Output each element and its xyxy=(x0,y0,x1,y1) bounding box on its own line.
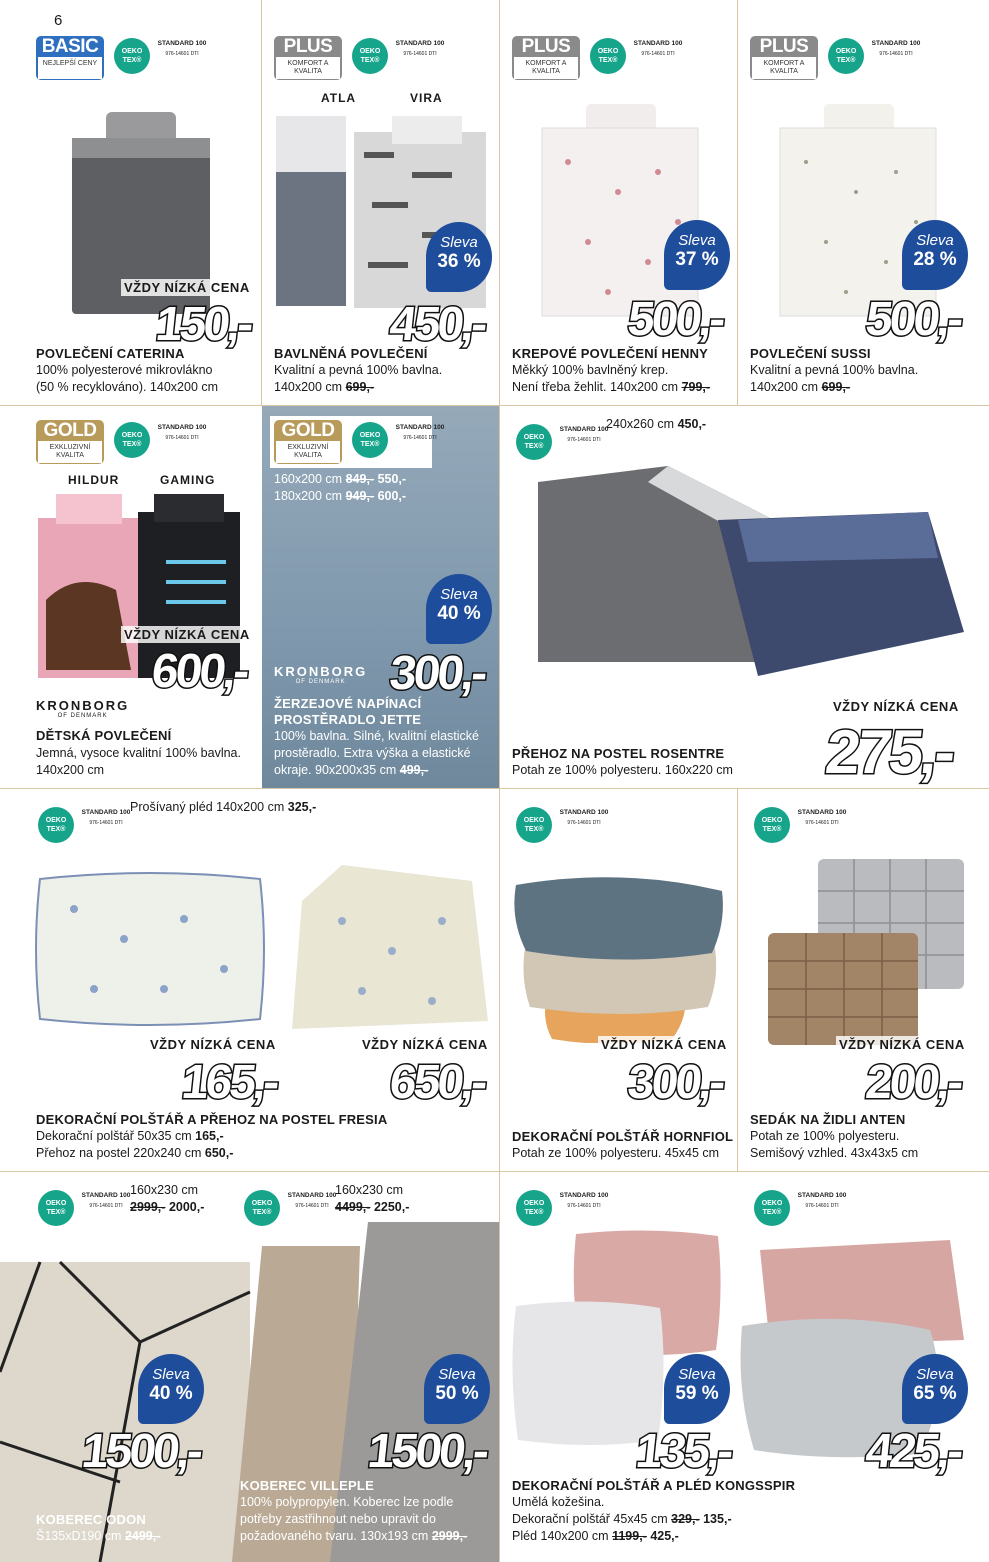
variant-label: HILDUR xyxy=(68,473,120,487)
plus-badge: PLUS KOMFORT A KVALITA xyxy=(512,36,580,80)
product-atla-vira[interactable] xyxy=(262,0,499,405)
oeko-tex-icon: OEKO TEX® STANDARD 100 976-14601 DTI xyxy=(114,422,218,462)
oeko-tex-icon: OEKO TEX® STANDARD 100 976-14601 DTI xyxy=(754,1190,858,1230)
oeko-tex-icon: OEKO TEX® STANDARD 100 976-14601 DTI xyxy=(590,38,694,78)
low-price-label: VŽDY NÍZKÁ CENA xyxy=(830,698,962,715)
plus-badge: PLUS KOMFORT A KVALITA xyxy=(750,36,818,80)
price: 135,- xyxy=(633,1425,734,1478)
product-fresia[interactable] xyxy=(0,789,499,1171)
product-title: KOBEREC ODON xyxy=(36,1512,147,1527)
product-description: Dekorační polštář 45x45 cm 329,- 135,- xyxy=(512,1512,732,1526)
oeko-tex-icon: OEKO TEX® STANDARD 100 976-14601 DTI xyxy=(244,1190,348,1230)
product-description: 100% bavlna. Silné, kvalitní elastické xyxy=(274,729,479,743)
price: 275,- xyxy=(822,718,957,787)
low-price-label: VŽDY NÍZKÁ CENA xyxy=(836,1036,968,1053)
product-title: PŘEHOZ NA POSTEL ROSENTRE xyxy=(512,746,725,761)
product-description: 140x200 cm 699,- xyxy=(750,380,851,394)
product-henny[interactable] xyxy=(500,0,737,405)
size-price: 2999,- 2000,- xyxy=(130,1200,205,1214)
product-title: POVLEČENÍ SUSSI xyxy=(750,346,871,361)
kronborg-logo: KRONBORG OF DENMARK xyxy=(274,664,368,685)
price: 165,- xyxy=(179,1056,280,1109)
product-anten[interactable] xyxy=(738,789,989,1171)
page-number: 6 xyxy=(54,12,63,29)
product-description: Není třeba žehlit. 140x200 cm 799,- xyxy=(512,380,711,394)
product-title: PROSTĚRADLO JETTE xyxy=(274,712,422,727)
product-description: Pléd 140x200 cm 1199,- 425,- xyxy=(512,1529,679,1543)
bedspread-image xyxy=(282,861,492,1031)
discount-badge: Sleva 36 % xyxy=(426,222,492,292)
oeko-tex-icon: OEKO TEX® STANDARD 100 976-14601 DTI xyxy=(38,1190,142,1230)
size-price: 160x200 cm 849,- 550,- xyxy=(274,472,407,486)
price: 500,- xyxy=(863,293,964,346)
price: 450,- xyxy=(387,298,488,351)
product-description: Měkký 100% bavlněný krep. xyxy=(512,363,669,377)
product-description: 100% polypropylen. Koberec lze podle xyxy=(240,1495,454,1509)
product-description: Potah ze 100% polyesteru. 45x45 cm xyxy=(512,1146,720,1160)
oeko-tex-icon: OEKO TEX® STANDARD 100 976-14601 DTI xyxy=(828,38,932,78)
product-description: okraje. 90x200x35 cm 499,- xyxy=(274,763,429,777)
pillow-image xyxy=(34,869,266,1029)
price: 1500,- xyxy=(365,1425,489,1478)
size-price: 180x200 cm 949,- 600,- xyxy=(274,489,407,503)
low-price-label: VŽDY NÍZKÁ CENA xyxy=(121,626,253,643)
seat-pad-image xyxy=(758,847,970,1047)
price: 300,- xyxy=(387,647,488,700)
low-price-label: VŽDY NÍZKÁ CENA xyxy=(598,1036,730,1053)
product-description: Kvalitní a pevná 100% bavlna. xyxy=(274,363,443,377)
product-title: KREPOVÉ POVLEČENÍ HENNY xyxy=(512,346,709,361)
product-description: (50 % recyklováno). 140x200 cm xyxy=(36,380,219,394)
product-title: ŽERZEJOVÉ NAPÍNACÍ xyxy=(274,696,422,711)
discount-badge: Sleva 37 % xyxy=(664,220,730,290)
oeko-tex-icon: OEKO TEX® STANDARD 100 976-14601 DTI xyxy=(516,424,620,464)
product-description: 140x200 cm xyxy=(36,763,105,777)
product-rugs[interactable] xyxy=(0,1172,499,1562)
oeko-tex-icon: OEKO TEX® STANDARD 100 976-14601 DTI xyxy=(352,38,456,78)
product-description: prostěradlo. Extra výška a elastické xyxy=(274,746,471,760)
variant-label: GAMING xyxy=(160,473,216,487)
product-description: potřeby zastřihnout nebo upravit do xyxy=(240,1512,436,1526)
product-description: Kvalitní a pevná 100% bavlna. xyxy=(750,363,919,377)
size-price: Prošívaný pléd 140x200 cm 325,- xyxy=(130,800,317,814)
product-description: požadovaného tvaru. 130x193 cm 2999,- xyxy=(240,1529,468,1543)
product-description: Jemná, vysoce kvalitní 100% bavlna. xyxy=(36,746,241,760)
product-description: Potah ze 100% polyesteru. xyxy=(750,1129,900,1143)
product-title: BAVLNĚNÁ POVLEČENÍ xyxy=(274,346,428,361)
size-price: 160x230 cm xyxy=(335,1183,404,1197)
oeko-tex-icon: OEKO TEX® STANDARD 100 976-14601 DTI xyxy=(38,807,142,847)
product-description: Přehoz na postel 220x240 cm 650,- xyxy=(36,1146,234,1160)
product-kongsspir[interactable] xyxy=(500,1172,989,1562)
product-title: KOBEREC VILLEPLE xyxy=(240,1478,374,1493)
product-kids-bedding[interactable] xyxy=(0,406,261,788)
product-description: Semišový vzhled. 43x43x5 cm xyxy=(750,1146,919,1160)
product-title: DEKORAČNÍ POLŠTÁŘ HORNFIOL xyxy=(512,1129,734,1144)
product-description: 140x200 cm 699,- xyxy=(274,380,375,394)
product-title: DEKORAČNÍ POLŠTÁŘ A PLÉD KONGSSPIR xyxy=(512,1478,796,1493)
discount-badge: Sleva 28 % xyxy=(902,220,968,290)
low-price-label: VŽDY NÍZKÁ CENA xyxy=(359,1036,491,1053)
price: 650,- xyxy=(387,1056,488,1109)
gold-badge: GOLD EXKLUZIVNÍ KVALITA xyxy=(274,420,342,464)
product-description: Dekorační polštář 50x35 cm 165,- xyxy=(36,1129,224,1143)
size-price: 160x230 cm xyxy=(130,1183,199,1197)
discount-badge: Sleva 40 % xyxy=(426,574,492,644)
oeko-tex-icon: OEKO TEX® STANDARD 100 976-14601 DTI xyxy=(516,807,620,847)
product-hornfiol[interactable] xyxy=(500,789,737,1171)
variant-label: ATLA xyxy=(321,91,357,105)
product-sussi[interactable] xyxy=(738,0,989,405)
discount-badge: Sleva 65 % xyxy=(902,1354,968,1424)
price: 500,- xyxy=(625,293,726,346)
price: 300,- xyxy=(625,1056,726,1109)
price: 1500,- xyxy=(79,1425,203,1478)
plus-badge: PLUS KOMFORT A KVALITA xyxy=(274,36,342,80)
price: 200,- xyxy=(863,1056,964,1109)
product-rosentre[interactable] xyxy=(500,406,989,788)
price: 425,- xyxy=(863,1425,964,1478)
size-price: 4499,- 2250,- xyxy=(335,1200,410,1214)
price: 600,- xyxy=(149,645,250,698)
oeko-tex-icon: OEKO TEX® STANDARD 100 976-14601 DTI xyxy=(114,38,218,78)
discount-badge: Sleva 40 % xyxy=(138,1354,204,1424)
oeko-tex-icon: OEKO TEX® STANDARD 100 976-14601 DTI xyxy=(352,422,456,462)
product-description: Š135xD190 cm 2499,- xyxy=(36,1529,161,1543)
gold-badge: GOLD EXKLUZIVNÍ KVALITA xyxy=(36,420,104,464)
product-title: POVLEČENÍ CATERINA xyxy=(36,346,185,361)
pillows-image xyxy=(512,873,728,1043)
basic-badge: BASIC NEJLEPŠÍ CENY xyxy=(36,36,104,80)
product-title: DĚTSKÁ POVLEČENÍ xyxy=(36,728,172,743)
product-caterina[interactable] xyxy=(0,0,261,405)
variant-label: VIRA xyxy=(410,91,443,105)
product-title: SEDÁK NA ŽIDLI ANTEN xyxy=(750,1112,906,1127)
product-title: DEKORAČNÍ POLŠTÁŘ A PŘEHOZ NA POSTEL FRESIA xyxy=(36,1112,388,1127)
size-price: 240x260 cm 450,- xyxy=(606,417,707,431)
product-description: Umělá kožešina. xyxy=(512,1495,605,1509)
low-price-label: VŽDY NÍZKÁ CENA xyxy=(121,279,253,296)
kronborg-logo: KRONBORG OF DENMARK xyxy=(36,698,130,719)
discount-badge: Sleva 50 % xyxy=(424,1354,490,1424)
low-price-label: VŽDY NÍZKÁ CENA xyxy=(147,1036,279,1053)
bedspread-image xyxy=(528,462,968,682)
product-jette[interactable] xyxy=(262,406,499,788)
oeko-tex-icon: OEKO TEX® STANDARD 100 976-14601 DTI xyxy=(516,1190,620,1230)
product-description: Potah ze 100% polyesteru. 160x220 cm xyxy=(512,763,733,777)
price: 150,- xyxy=(153,298,254,351)
product-description: 100% polyesterové mikrovlákno xyxy=(36,363,213,377)
oeko-tex-icon: OEKO TEX® STANDARD 100 976-14601 DTI xyxy=(754,807,858,847)
discount-badge: Sleva 59 % xyxy=(664,1354,730,1424)
